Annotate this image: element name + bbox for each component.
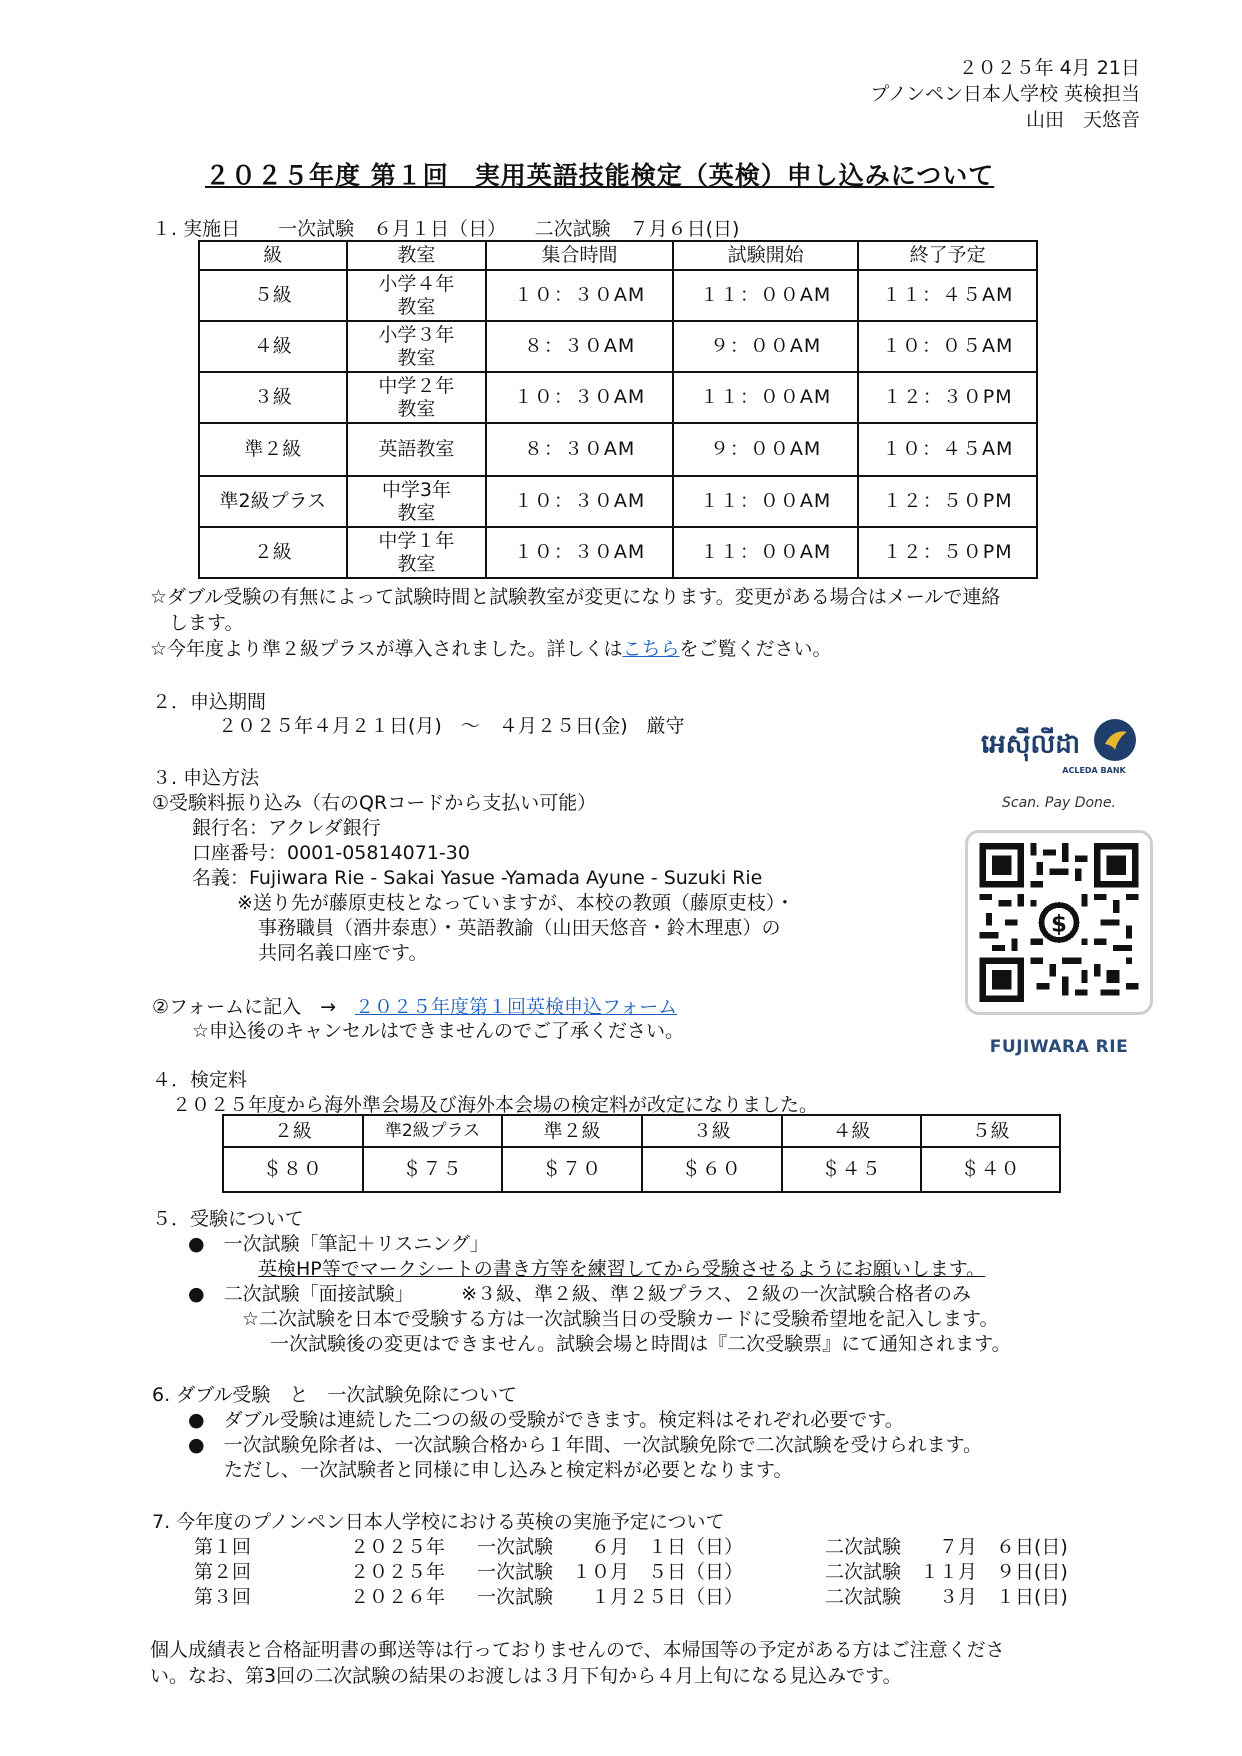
section-7-heading: 7. 今年度のプノンペン日本人学校における英検の実施予定について: [152, 1511, 725, 1533]
fee-grade-cell: ２級: [223, 1115, 363, 1147]
room-cell: 小学３年 教室: [347, 321, 487, 372]
fee-amount-cell: ＄７０: [502, 1147, 642, 1192]
fee-grade-cell: 準２級: [502, 1115, 642, 1147]
first-exam-note: 英検HP等でマークシートの書き方等を練習してから受験させるようにお願いします。: [258, 1258, 986, 1280]
fee-amount-row: [223, 1147, 1060, 1192]
section-4-heading: ４．検定料: [152, 1069, 248, 1091]
schedule-year: ２０２６年: [350, 1586, 446, 1608]
account-number: 口座番号：0001-05814071-30: [192, 842, 470, 864]
account-note: ※送り先が藤原吏枝となっていますが、本校の教頭（藤原吏枝）・: [237, 892, 795, 914]
grade-cell: ２級: [199, 527, 347, 578]
col-header-end: 終了予定: [858, 241, 1037, 270]
fee-grade-row: [223, 1115, 1060, 1147]
room-cell: 中学２年 教室: [347, 372, 487, 423]
schedule-second: 二次試験 １１月 ９日(日): [825, 1561, 1068, 1583]
room-cell: 英語教室: [347, 423, 487, 476]
fee-grade-cell: ４級: [782, 1115, 922, 1147]
account-holder: 名義：Fujiwara Rie - Sakai Yasue -Yamada Ayune - Suzuki Rie: [192, 867, 763, 889]
fee-amount-cell: ＄６０: [642, 1147, 782, 1192]
end-time-cell: １０：０５AM: [858, 321, 1037, 372]
exam-fee-table: [222, 1114, 1061, 1193]
table-row: [199, 372, 1037, 423]
footer-note: 個人成績表と合格証明書の郵送等は行っておりませんので、本帰国等の予定がある方はご注意くださ: [150, 1639, 1005, 1661]
fee-grade-cell: 準2級プラス: [363, 1115, 503, 1147]
col-header-gather: 集合時間: [486, 241, 673, 270]
exam-schedule-table: [198, 240, 1038, 579]
svg-text:$: $: [1051, 911, 1067, 938]
payment-qr-code[interactable]: [965, 830, 1153, 1015]
double-exam-note-cont: します。: [150, 612, 244, 634]
application-form-link[interactable]: ２０２５年度第１回英検申込フォーム: [355, 996, 678, 1018]
gather-time-cell: １０：３０AM: [486, 270, 673, 321]
schedule-first: 一次試験 １０月 ５日（日）: [477, 1561, 744, 1583]
schedule-second: 二次試験 ７月 ６日(日): [825, 1536, 1068, 1558]
bank-logo: អេស៊ីលីដា ACLEDA BANK: [960, 718, 1158, 776]
grade-cell: ４級: [199, 321, 347, 372]
details-link[interactable]: こちら: [622, 638, 680, 660]
start-time-cell: １１：００AM: [673, 476, 859, 527]
section-3-heading: ３. 申込方法: [152, 767, 260, 789]
start-time-cell: １１：００AM: [673, 372, 859, 423]
table-header-row: [199, 241, 1037, 270]
payment-slogan: Scan. Pay Done.: [1002, 795, 1116, 811]
teacher-name: 山田 天悠音: [1025, 109, 1140, 131]
table-row: [199, 423, 1037, 476]
room-cell: 中学3年 教室: [347, 476, 487, 527]
fee-amount-cell: ＄８０: [223, 1147, 363, 1192]
room-cell: 小学４年 教室: [347, 270, 487, 321]
payment-qr-card: [960, 688, 1158, 1073]
end-time-cell: １２：３０PM: [858, 372, 1037, 423]
table-row: [199, 270, 1037, 321]
qr-account-owner: FUJIWARA RIE: [989, 1037, 1129, 1057]
schedule-year: ２０２５年: [350, 1536, 446, 1558]
application-period: ２０２５年４月２１日(月) ～ ４月２５日(金) 厳守: [218, 715, 685, 737]
section-2-heading: ２．申込期間: [152, 691, 267, 713]
fee-grade-cell: ３級: [642, 1115, 782, 1147]
end-time-cell: １２：５０PM: [858, 527, 1037, 578]
gather-time-cell: ８：３０AM: [486, 321, 673, 372]
first-exam-item: ● 一次試験「筆記＋リスニング」: [188, 1233, 489, 1255]
document-date: ２０２５年 4月 21日: [958, 57, 1140, 79]
schedule-round: 第３回: [194, 1586, 252, 1608]
payment-step: ①受験料振り込み（右のQRコードから支払い可能）: [152, 792, 597, 814]
grade-cell: ３級: [199, 372, 347, 423]
account-note-line3: 共同名義口座です。: [258, 942, 428, 964]
pre2-plus-note: ☆今年度より準２級プラスが導入されました。詳しくはこちらをご覧ください。: [150, 638, 832, 660]
fee-amount-cell: ＄７５: [363, 1147, 503, 1192]
col-header-grade: 級: [199, 241, 347, 270]
start-time-cell: １１：００AM: [673, 527, 859, 578]
schedule-year: ２０２５年: [350, 1561, 446, 1583]
account-note-line2: 事務職員（酒井泰恵）・英語教諭（山田天悠音・鈴木理恵）の: [258, 917, 781, 939]
school-department: プノンペン日本人学校 英検担当: [870, 83, 1140, 105]
schedule-round: 第２回: [194, 1561, 252, 1583]
double-exam-note: ☆ダブル受験の有無によって試験時間と試験教室が変更になります。変更がある場合はメールで連絡: [150, 586, 1001, 608]
start-time-cell: ９：００AM: [673, 321, 859, 372]
grade-cell: 準2級プラス: [199, 476, 347, 527]
gather-time-cell: １０：３０AM: [486, 476, 673, 527]
cancel-note: ☆申込後のキャンセルはできませんのでご了承ください。: [192, 1020, 685, 1042]
fee-amount-cell: ＄４５: [782, 1147, 922, 1192]
schedule-second: 二次試験 ３月 １日(日): [825, 1586, 1068, 1608]
bank-emblem-icon: [1093, 718, 1137, 772]
form-step: ②フォームに記入 → ２０２５年度第１回英検申込フォーム: [152, 996, 678, 1018]
col-header-room: 教室: [347, 241, 487, 270]
exemption-item: ● 一次試験免除者は、一次試験合格から１年間、一次試験免除で二次試験を受けられます。: [188, 1434, 983, 1456]
schedule-first: 一次試験 ６月 １日（日）: [477, 1536, 744, 1558]
table-row: [199, 527, 1037, 578]
schedule-first: 一次試験 １月２５日（日）: [477, 1586, 744, 1608]
end-time-cell: １２：５０PM: [858, 476, 1037, 527]
double-exam-item: ● ダブル受験は連続した二つの級の受験ができます。検定料はそれぞれ必要です。: [188, 1409, 904, 1431]
room-cell: 中学１年 教室: [347, 527, 487, 578]
section-6-heading: 6. ダブル受験 と 一次試験免除について: [152, 1384, 518, 1406]
end-time-cell: １１：４５AM: [858, 270, 1037, 321]
end-time-cell: １０：４５AM: [858, 423, 1037, 476]
footer-note-cont: い。なお、第3回の二次試験の結果のお渡しは３月下旬から４月上旬になる見込みです。: [150, 1665, 902, 1687]
table-row: [199, 321, 1037, 372]
col-header-start: 試験開始: [673, 241, 859, 270]
gather-time-cell: １０：３０AM: [486, 527, 673, 578]
grade-cell: 準２級: [199, 423, 347, 476]
table-row: [199, 476, 1037, 527]
schedule-round: 第１回: [194, 1536, 252, 1558]
page-title: ２０２５年度 第１回 実用英語技能検定（英検）申し込みについて: [205, 161, 995, 190]
fee-grade-cell: ５級: [921, 1115, 1060, 1147]
start-time-cell: １１：００AM: [673, 270, 859, 321]
fee-revision-note: ２０２５年度から海外準会場及び海外本会場の検定料が改定になりました。: [172, 1094, 819, 1116]
second-exam-note: ☆二次試験を日本で受験する方は一次試験当日の受験カードに受験希望地を記入します。: [242, 1308, 999, 1330]
section-1-heading: １. 実施日 一次試験 ６月１日（日） 二次試験 ７月６日(日): [152, 218, 740, 240]
second-exam-note-cont: 一次試験後の変更はできません。試験会場と時間は『二次受験票』にて通知されます。: [270, 1333, 1011, 1355]
bank-name: 銀行名：アクレダ銀行: [192, 817, 381, 839]
section-5-heading: ５．受験について: [152, 1208, 304, 1230]
start-time-cell: ９：００AM: [673, 423, 859, 476]
grade-cell: ５級: [199, 270, 347, 321]
gather-time-cell: ８：３０AM: [486, 423, 673, 476]
second-exam-item: ● 二次試験「面接試験」 ※３級、準２級、準２級プラス、２級の一次試験合格者のみ: [188, 1283, 972, 1305]
exemption-note: ただし、一次試験者と同様に申し込みと検定料が必要となります。: [224, 1459, 793, 1481]
gather-time-cell: １０：３０AM: [486, 372, 673, 423]
fee-amount-cell: ＄４０: [921, 1147, 1060, 1192]
